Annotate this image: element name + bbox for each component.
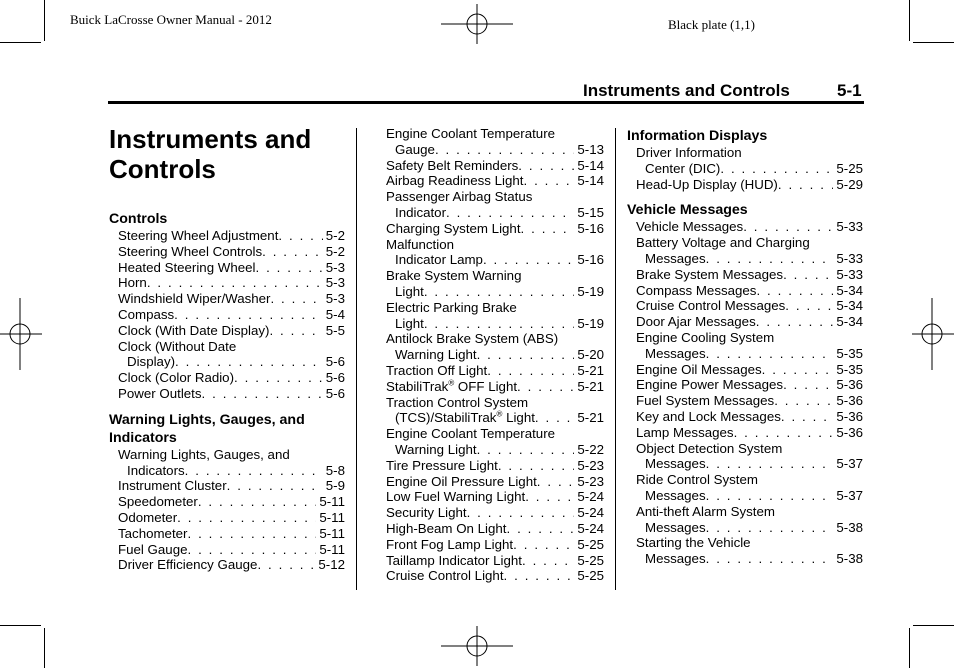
plate-info-left: Buick LaCrosse Owner Manual - 2012 bbox=[70, 12, 272, 27]
toc-entry-text: Passenger Airbag Status bbox=[386, 189, 533, 205]
dot-leader bbox=[706, 488, 834, 504]
registration-mark-icon bbox=[441, 626, 513, 666]
toc-page-number: 5-36 bbox=[836, 393, 863, 409]
toc-page-number: 5-36 bbox=[836, 409, 863, 424]
toc-entry[interactable] bbox=[118, 542, 345, 558]
toc-entry-text: Engine Cooling System bbox=[636, 330, 775, 345]
toc-page-number: 5-22 bbox=[577, 442, 604, 457]
dot-leader bbox=[477, 347, 575, 363]
toc-entry-text: Cruise Control Light bbox=[386, 568, 504, 584]
toc-entry[interactable] bbox=[127, 463, 345, 479]
header-rule bbox=[108, 101, 864, 104]
toc-page-number: 5-35 bbox=[836, 345, 863, 361]
toc-entry-text: Gauge bbox=[395, 141, 435, 157]
toc-page-number: 5-6 bbox=[325, 370, 345, 386]
dot-leader bbox=[778, 177, 834, 193]
toc-entry[interactable] bbox=[645, 346, 863, 362]
dot-leader bbox=[147, 275, 323, 291]
crop-mark bbox=[0, 625, 41, 626]
toc-entry[interactable] bbox=[118, 526, 345, 542]
dot-leader bbox=[227, 478, 323, 494]
crop-mark bbox=[44, 0, 45, 41]
toc-page-number: 5-38 bbox=[836, 551, 863, 567]
toc-entry[interactable] bbox=[118, 557, 345, 573]
toc-page-number: 5-33 bbox=[836, 266, 863, 282]
toc-page-number: 5-9 bbox=[325, 478, 345, 494]
toc-page-number: 5-12 bbox=[318, 557, 345, 573]
toc-entry[interactable] bbox=[386, 379, 604, 395]
dot-leader bbox=[185, 463, 323, 479]
toc-section-heading: Warning Lights, Gauges, and bbox=[109, 411, 305, 428]
toc-entry[interactable] bbox=[395, 410, 604, 426]
toc-page-number: 5-15 bbox=[577, 205, 604, 220]
toc-entry-text: Steering Wheel Controls bbox=[118, 243, 263, 259]
toc-entry[interactable] bbox=[118, 275, 345, 291]
toc-entry-text: Warning Lights, Gauges, and bbox=[118, 446, 290, 462]
toc-entry-text: Battery Voltage and Charging bbox=[636, 235, 810, 251]
dot-leader bbox=[706, 456, 834, 472]
toc-page-number: 5-37 bbox=[836, 488, 863, 503]
dot-leader bbox=[483, 252, 574, 268]
toc-page-number: 5-25 bbox=[577, 536, 604, 552]
toc-page-number: 5-25 bbox=[836, 160, 863, 176]
dot-leader bbox=[487, 363, 574, 379]
dot-leader bbox=[234, 370, 323, 386]
toc-entry-text: Starting the Vehicle bbox=[636, 535, 751, 551]
toc-page-number: 5-6 bbox=[325, 386, 345, 401]
dot-leader bbox=[498, 458, 575, 474]
dot-leader bbox=[522, 553, 574, 569]
dot-leader bbox=[537, 474, 575, 490]
toc-entry-text: Traction Off Light bbox=[386, 363, 488, 378]
toc-section-heading: Information Displays bbox=[627, 128, 768, 144]
registration-mark-icon bbox=[0, 298, 42, 370]
toc-entry[interactable] bbox=[636, 298, 863, 314]
toc-entry-text: Engine Power Messages bbox=[636, 377, 784, 393]
toc-section-heading: Controls bbox=[109, 211, 168, 227]
toc-page-number: 5-25 bbox=[577, 568, 604, 584]
dot-leader bbox=[177, 510, 316, 526]
dot-leader bbox=[734, 425, 834, 441]
dot-leader bbox=[521, 221, 575, 237]
registration-mark-icon bbox=[912, 298, 954, 370]
toc-entry-text: Low Fuel Warning Light bbox=[386, 489, 526, 505]
toc-entry-text: Messages bbox=[645, 519, 706, 535]
dot-leader bbox=[255, 260, 322, 276]
dot-leader bbox=[513, 537, 574, 553]
toc-entry-text: Ride Control System bbox=[636, 472, 758, 488]
toc-entry-text: Center (DIC) bbox=[645, 160, 721, 176]
toc-page-number: 5-33 bbox=[836, 251, 863, 266]
toc-entry-text: (TCS)/StabiliTrak® Light bbox=[395, 409, 535, 426]
toc-page-number: 5-3 bbox=[325, 291, 345, 307]
toc-entry[interactable] bbox=[645, 520, 863, 536]
toc-entry-text: Messages bbox=[645, 251, 706, 266]
toc-entry[interactable] bbox=[636, 409, 863, 425]
toc-page-number: 5-29 bbox=[836, 176, 863, 192]
toc-entry[interactable] bbox=[395, 284, 604, 300]
toc-entry-text: Door Ajar Messages bbox=[636, 314, 756, 330]
toc-section-heading: Indicators bbox=[109, 429, 177, 446]
toc-page-number: 5-14 bbox=[577, 173, 604, 189]
toc-page-number: 5-11 bbox=[319, 510, 345, 525]
toc-entry-text: Lamp Messages bbox=[636, 424, 734, 440]
toc-section-heading: Vehicle Messages bbox=[627, 202, 748, 219]
toc-page-number: 5-25 bbox=[577, 552, 604, 568]
toc-entry-text: Safety Belt Reminders bbox=[386, 157, 519, 173]
toc-entry-text: Taillamp Indicator Light bbox=[386, 552, 522, 568]
dot-leader bbox=[518, 158, 574, 174]
toc-entry[interactable] bbox=[386, 505, 604, 521]
toc-entry[interactable] bbox=[118, 370, 345, 386]
toc-page-number: 5-24 bbox=[577, 489, 604, 505]
dot-leader bbox=[524, 173, 575, 189]
toc-entry[interactable] bbox=[118, 260, 345, 276]
toc-entry[interactable] bbox=[645, 456, 863, 472]
toc-entry[interactable] bbox=[645, 251, 863, 267]
toc-page-number: 5-11 bbox=[319, 494, 345, 510]
toc-page-number: 5-36 bbox=[836, 377, 863, 393]
toc-entry-text: Antilock Brake System (ABS) bbox=[386, 331, 559, 347]
dot-leader bbox=[278, 228, 322, 244]
toc-entry[interactable] bbox=[636, 177, 863, 193]
toc-entry-text: Tachometer bbox=[118, 525, 188, 541]
toc-page-number: 5-21 bbox=[577, 378, 604, 394]
dot-leader bbox=[525, 489, 574, 505]
toc-entry[interactable] bbox=[386, 221, 604, 237]
dot-leader bbox=[774, 393, 833, 409]
dot-leader bbox=[504, 568, 575, 584]
toc-page-number: 5-34 bbox=[836, 282, 863, 298]
toc-entry-text: Security Light bbox=[386, 505, 467, 521]
toc-entry-text: Warning Light bbox=[395, 347, 477, 363]
toc-entry-text: Horn bbox=[118, 275, 147, 291]
toc-entry-text: Odometer bbox=[118, 510, 178, 525]
toc-page-number: 5-23 bbox=[577, 457, 604, 473]
toc-entry[interactable] bbox=[636, 425, 863, 441]
toc-page-number: 5-20 bbox=[577, 347, 604, 363]
chapter-title-line: Controls bbox=[109, 154, 216, 184]
toc-entry-text: Airbag Readiness Light bbox=[386, 173, 524, 189]
toc-entry-text: Steering Wheel Adjustment bbox=[118, 228, 279, 243]
toc-entry-text: Object Detection System bbox=[636, 440, 783, 456]
dot-leader bbox=[535, 410, 574, 426]
toc-entry[interactable] bbox=[386, 568, 604, 584]
section-name: Instruments and Controls bbox=[583, 81, 790, 100]
dot-leader bbox=[175, 354, 323, 370]
toc-entry-text: Driver Information bbox=[636, 145, 742, 160]
column-divider bbox=[615, 128, 616, 590]
toc-entry[interactable] bbox=[395, 316, 604, 332]
toc-entry-text: Engine Oil Messages bbox=[636, 361, 762, 377]
crop-mark bbox=[913, 625, 954, 626]
toc-entry-text: Windshield Wiper/Washer bbox=[118, 291, 271, 307]
toc-entry[interactable] bbox=[118, 244, 345, 260]
registration-mark-icon bbox=[441, 4, 513, 44]
toc-entry-text: Brake System Warning bbox=[386, 268, 522, 284]
toc-page-number: 5-11 bbox=[319, 541, 345, 557]
dot-leader bbox=[424, 284, 575, 300]
toc-entry-text: Tire Pressure Light bbox=[386, 457, 498, 473]
dot-leader bbox=[756, 283, 833, 299]
crop-mark bbox=[909, 628, 910, 668]
toc-page-number: 5-21 bbox=[577, 363, 604, 378]
toc-entry[interactable] bbox=[636, 314, 863, 330]
toc-entry[interactable] bbox=[386, 173, 604, 189]
toc-entry[interactable] bbox=[395, 142, 604, 158]
toc-page-number: 5-33 bbox=[836, 219, 863, 235]
toc-entry[interactable] bbox=[395, 442, 604, 458]
dot-leader bbox=[257, 557, 315, 573]
chapter-title bbox=[109, 124, 311, 184]
dot-leader bbox=[781, 409, 834, 425]
toc-entry-text: Anti-theft Alarm System bbox=[636, 503, 775, 519]
toc-entry[interactable] bbox=[118, 510, 345, 526]
toc-page-number: 5-14 bbox=[577, 157, 604, 173]
toc-entry-text: Charging System Light bbox=[386, 220, 521, 236]
toc-entry[interactable] bbox=[395, 252, 604, 268]
dot-leader bbox=[262, 244, 323, 260]
dot-leader bbox=[785, 298, 833, 314]
toc-entry-text: Messages bbox=[645, 551, 706, 567]
dot-leader bbox=[424, 316, 575, 332]
toc-entry-text: Cruise Control Messages bbox=[636, 298, 786, 314]
dot-leader bbox=[756, 314, 834, 330]
toc-entry-text: Key and Lock Messages bbox=[636, 409, 781, 424]
crop-mark bbox=[909, 0, 910, 41]
toc-entry-text: Driver Efficiency Gauge bbox=[118, 557, 258, 573]
toc-entry-text: Engine Coolant Temperature bbox=[386, 426, 556, 442]
toc-entry-text: Instrument Cluster bbox=[118, 478, 227, 494]
crop-mark bbox=[0, 42, 41, 43]
toc-entry-text: Traction Control System bbox=[386, 394, 529, 410]
toc-page-number: 5-34 bbox=[836, 298, 863, 314]
toc-entry-text: Display) bbox=[127, 354, 176, 370]
toc-entry[interactable] bbox=[636, 362, 863, 378]
toc-page-number: 5-34 bbox=[836, 314, 863, 330]
toc-entry[interactable] bbox=[118, 291, 345, 307]
dot-leader bbox=[517, 379, 574, 395]
toc-page-number: 5-4 bbox=[325, 307, 345, 322]
crop-mark bbox=[913, 42, 954, 43]
plate-info-right: Black plate (1,1) bbox=[668, 17, 755, 32]
dot-leader bbox=[435, 142, 574, 158]
toc-entry-text: Indicator bbox=[395, 205, 446, 220]
dot-leader bbox=[202, 386, 323, 402]
column-divider bbox=[356, 128, 357, 590]
toc-page-number: 5-24 bbox=[577, 521, 604, 536]
toc-page-number: 5-36 bbox=[836, 424, 863, 440]
toc-entry-text: Engine Coolant Temperature bbox=[386, 126, 556, 141]
toc-entry-text: Fuel Gauge bbox=[118, 541, 188, 557]
toc-entry-text: Malfunction bbox=[386, 236, 454, 252]
dot-leader bbox=[743, 219, 833, 235]
toc-entry-text: Compass bbox=[118, 307, 175, 322]
toc-page-number: 5-19 bbox=[577, 284, 604, 299]
toc-entry[interactable] bbox=[636, 267, 863, 283]
toc-entry-text: Compass Messages bbox=[636, 282, 757, 298]
dot-leader bbox=[187, 526, 316, 542]
toc-page-number: 5-19 bbox=[577, 315, 604, 331]
dot-leader bbox=[706, 251, 834, 267]
toc-entry-text: Clock (Without Date bbox=[118, 338, 237, 354]
page-number: 5-1 bbox=[837, 81, 862, 100]
dot-leader bbox=[706, 346, 834, 362]
dot-leader bbox=[762, 362, 834, 378]
dot-leader bbox=[174, 307, 323, 323]
toc-entry[interactable] bbox=[386, 537, 604, 553]
toc-page-number: 5-5 bbox=[325, 322, 345, 338]
toc-entry[interactable] bbox=[386, 553, 604, 569]
crop-mark bbox=[44, 628, 45, 668]
toc-entry-text: Indicator Lamp bbox=[395, 252, 483, 268]
toc-entry[interactable] bbox=[118, 494, 345, 510]
toc-page-number: 5-3 bbox=[325, 259, 345, 275]
running-head bbox=[583, 81, 862, 101]
toc-entry-text: Engine Oil Pressure Light bbox=[386, 473, 537, 489]
toc-entry-text: Brake System Messages bbox=[636, 266, 784, 282]
toc-entry-text: Messages bbox=[645, 345, 706, 361]
toc-page-number: 5-37 bbox=[836, 456, 863, 472]
dot-leader bbox=[506, 521, 574, 537]
chapter-title-line: Instruments and bbox=[109, 124, 312, 154]
toc-entry-text: Clock (With Date Display) bbox=[118, 322, 270, 338]
dot-leader bbox=[783, 377, 833, 393]
toc-page-number: 5-6 bbox=[325, 354, 345, 370]
dot-leader bbox=[446, 205, 574, 221]
toc-entry-text: Light bbox=[395, 315, 424, 331]
toc-page-number: 5-13 bbox=[577, 141, 604, 157]
toc-entry[interactable] bbox=[118, 478, 345, 494]
toc-entry[interactable] bbox=[636, 377, 863, 393]
toc-entry[interactable] bbox=[395, 347, 604, 363]
toc-page-number: 5-3 bbox=[325, 275, 345, 291]
toc-entry[interactable] bbox=[645, 488, 863, 504]
toc-entry[interactable] bbox=[386, 158, 604, 174]
dot-leader bbox=[467, 505, 575, 521]
dot-leader bbox=[187, 542, 316, 558]
dot-leader bbox=[269, 323, 322, 339]
toc-entry[interactable] bbox=[118, 307, 345, 323]
dot-leader bbox=[477, 442, 575, 458]
toc-entry[interactable] bbox=[118, 228, 345, 244]
toc-entry[interactable] bbox=[645, 161, 863, 177]
toc-entry[interactable] bbox=[386, 521, 604, 537]
toc-entry-text: Messages bbox=[645, 488, 706, 503]
dot-leader bbox=[720, 161, 833, 177]
toc-entry[interactable] bbox=[118, 386, 345, 402]
toc-entry[interactable] bbox=[118, 323, 345, 339]
toc-page-number: 5-16 bbox=[577, 220, 604, 236]
toc-entry-text: Power Outlets bbox=[118, 386, 202, 401]
toc-entry-text: Head-Up Display (HUD) bbox=[636, 176, 778, 192]
toc-page-number: 5-2 bbox=[325, 243, 345, 259]
toc-entry[interactable] bbox=[386, 363, 604, 379]
toc-entry[interactable] bbox=[127, 354, 345, 370]
toc-entry[interactable] bbox=[386, 458, 604, 474]
toc-entry[interactable] bbox=[395, 205, 604, 221]
toc-entry[interactable] bbox=[636, 393, 863, 409]
toc-entry[interactable] bbox=[645, 551, 863, 567]
toc-entry-text: Clock (Color Radio) bbox=[118, 370, 235, 386]
toc-entry-text: Indicators bbox=[127, 462, 185, 478]
toc-entry-text: StabiliTrak® OFF Light bbox=[386, 378, 518, 394]
toc-entry-text: Fuel System Messages bbox=[636, 393, 775, 409]
toc-page-number: 5-16 bbox=[577, 252, 604, 268]
toc-page-number: 5-21 bbox=[577, 410, 604, 426]
toc-page-number: 5-2 bbox=[325, 228, 345, 243]
dot-leader bbox=[198, 494, 317, 510]
toc-entry-text: Front Fog Lamp Light bbox=[386, 536, 514, 552]
toc-page-number: 5-8 bbox=[325, 462, 345, 478]
toc-page-number: 5-23 bbox=[577, 473, 604, 489]
toc-entry-text: Messages bbox=[645, 456, 706, 472]
toc-page-number: 5-38 bbox=[836, 519, 863, 535]
toc-entry[interactable] bbox=[386, 489, 604, 505]
toc-entry-text: Electric Parking Brake bbox=[386, 299, 517, 315]
toc-page-number: 5-11 bbox=[319, 525, 345, 541]
toc-entry-text: Warning Light bbox=[395, 442, 477, 457]
toc-entry-text: Vehicle Messages bbox=[636, 219, 744, 235]
toc-entry[interactable] bbox=[636, 219, 863, 235]
toc-entry[interactable] bbox=[636, 283, 863, 299]
dot-leader bbox=[706, 551, 834, 567]
toc-page-number: 5-35 bbox=[836, 361, 863, 377]
dot-leader bbox=[270, 291, 322, 307]
toc-entry-text: High-Beam On Light bbox=[386, 521, 507, 536]
dot-leader bbox=[706, 520, 834, 536]
toc-entry-text: Light bbox=[395, 284, 424, 299]
toc-page-number: 5-24 bbox=[577, 505, 604, 521]
toc-entry[interactable] bbox=[386, 474, 604, 490]
toc-entry-text: Speedometer bbox=[118, 494, 198, 510]
dot-leader bbox=[783, 267, 833, 283]
toc-entry-text: Heated Steering Wheel bbox=[118, 259, 256, 275]
